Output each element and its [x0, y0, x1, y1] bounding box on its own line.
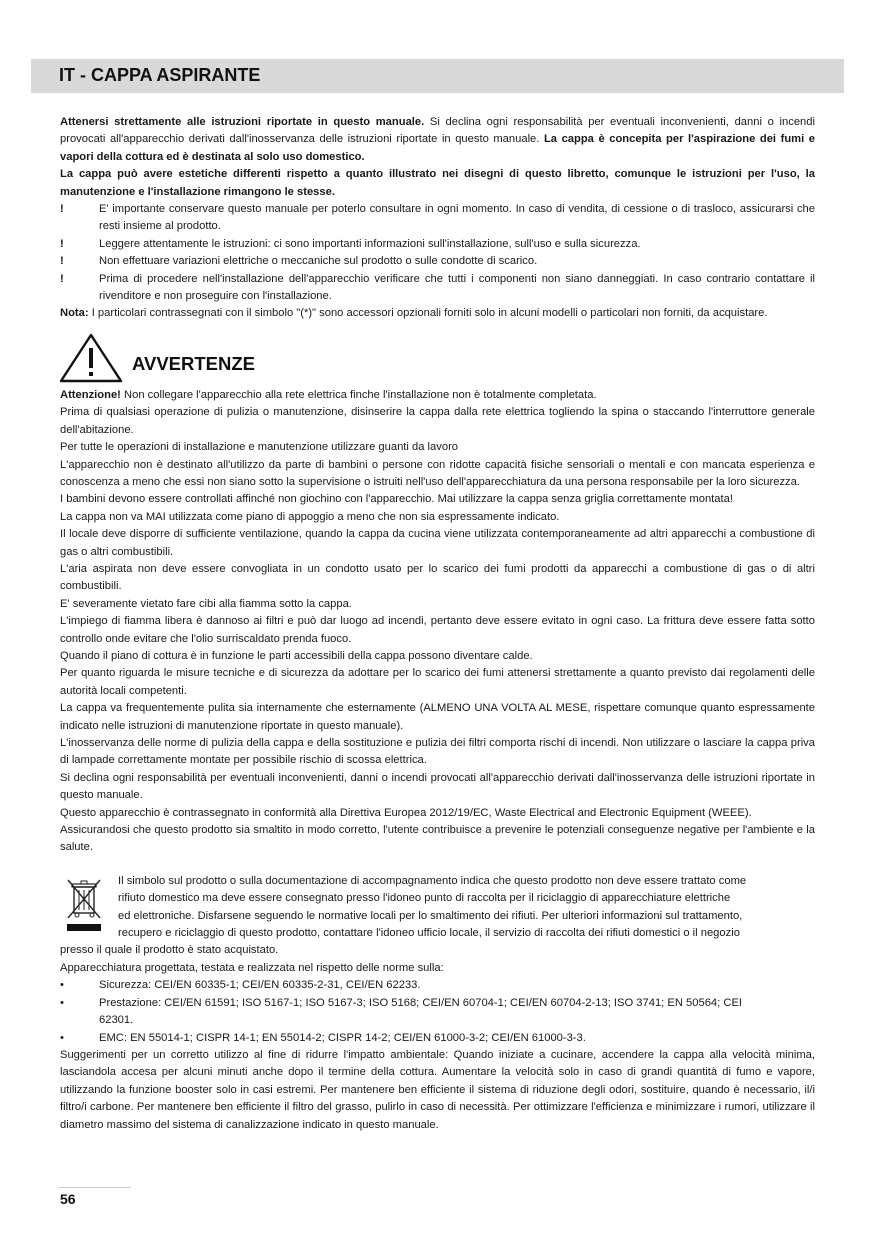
caution-text: Leggere attentamente le istruzioni: ci sono importanti informazioni sull'installazione, sull'uso e sulla sicurezza.	[99, 237, 641, 250]
warnings-header	[60, 325, 815, 387]
standards-item	[60, 977, 815, 994]
warning-paragraph: Per tutte le operazioni di installazione e manutenzione utilizzare guanti da lavoro	[60, 441, 459, 454]
warning-paragraph: L'aria aspirata non deve essere convogliata in un condotto usato per lo scarico dei fumi prodotti da apparecchi a combustione di gas o di altri combustibili.	[60, 562, 815, 593]
standards-text: Sicurezza: CEI/EN 60335-1; CEI/EN 60335-2-31, CEI/EN 62233.	[99, 979, 421, 992]
page-number: 56	[60, 1191, 76, 1207]
caution-text: Non effettuare variazioni elettriche o meccaniche sul prodotto o sulle condotte di scarico.	[99, 255, 538, 268]
weee-text-line: rifiuto domestico ma deve essere consegnato presso l'idoneo punto di raccolta per il riciclaggio di apparecchiature elettriche	[118, 892, 731, 905]
attention-paragraph	[60, 387, 815, 404]
caution-item	[60, 253, 815, 270]
attention-label: Attenzione!	[60, 388, 121, 401]
warning-paragraph: L'inosservanza delle norme di pulizia della cappa e della sostituzione e pulizia dei filtri comporta rischi di incendi. Non utilizzare o lasciare la cappa priva di lampade correttamente montate per possibile rischio di scossa elettrica.	[60, 737, 815, 767]
warning-triangle-icon	[58, 332, 124, 384]
attention-text: Non collegare l'apparecchio alla rete elettrica finche l'installazione non è totalmente completata.	[120, 388, 597, 401]
warning-paragraph: Si declina ogni responsabilità per eventuali inconvenienti, danni o incendi provocati all'apparecchio derivati dall'inosservanza delle istruzioni riportate in questo manuale.	[60, 771, 815, 802]
warning-paragraph: Questo apparecchio è contrassegnato in conformità alla Direttiva Europea 2012/19/EC, Waste Electrical and Electronic Equipment (WEEE).	[60, 806, 752, 819]
footer-rule	[58, 1187, 131, 1188]
section-header-band	[31, 59, 844, 93]
document-body	[60, 114, 815, 1134]
standards-text: EMC: EN 55014-1; CISPR 14-1; EN 55014-2; CISPR 14-2; CEI/EN 61000-3-2; CEI/EN 61000-3-3.	[99, 1031, 586, 1044]
weee-text-line: recupero e riciclaggio di questo prodotto, contattare l'idoneo ufficio locale, il servizio di raccolta dei rifiuti domestici o il negozio	[118, 927, 740, 940]
weee-text-line: Il simbolo sul prodotto o sulla documentazione di accompagnamento indica che questo prodotto non deve essere trattato come	[118, 874, 747, 887]
caution-item	[60, 236, 815, 253]
exclamation-mark: !	[60, 272, 64, 285]
warning-paragraph: Il locale deve disporre di sufficiente ventilazione, quando la cappa da cucina viene utilizzata contemporaneamente ad altri apparecchi a combustione di gas o altri combustibili.	[60, 528, 815, 558]
intro-aesthetic-note: La cappa può avere estetiche differenti rispetto a quanto illustrato nei disegni di questo libretto, comunque le istruzioni per l'uso, la manutenzione e l'installazione rimangono le stesse.	[60, 168, 815, 198]
warning-paragraph: La cappa non va MAI utilizzata come piano di appoggio a meno che non sia espressamente indicato.	[60, 510, 560, 523]
standards-item	[60, 995, 815, 1030]
bullet-dot: •	[60, 1031, 64, 1044]
warning-paragraph: Quando il piano di cottura è in funzione le parti accessibili della cappa possono diventare calde.	[60, 649, 533, 662]
nota-paragraph	[60, 305, 815, 322]
intro-bold-tail: La cappa è concepita per l'aspirazione dei fumi e vapori della cottura ed è destinata al solo uso domestico.	[60, 133, 815, 163]
bullet-dot: •	[60, 979, 64, 992]
warning-paragraph: La cappa va frequentemente pulita sia internamente che esternamente (ALMENO UNA VOLTA AL MESE, rispettare comunque quanto espressamente indicato nelle istruzioni di manutenzione riportate in questo manuale).	[60, 702, 815, 732]
warning-paragraph: Assicurandosi che questo prodotto sia smaltito in modo corretto, l'utente contribuisce a prevenire le potenziali conseguenze negative per l'ambiente e la salute.	[60, 824, 815, 854]
weee-text-tail: presso il quale il prodotto è stato acquistato.	[60, 944, 279, 957]
standards-item	[60, 1030, 815, 1047]
caution-text: E' importante conservare questo manuale per poterlo consultare in ogni momento. In caso di vendita, di cessione o di trasloco, assicurarsi che resti insieme al prodotto.	[99, 203, 815, 233]
caution-item	[60, 271, 815, 306]
intro-paragraph	[60, 114, 815, 166]
exclamation-mark: !	[60, 255, 64, 268]
environmental-suggestion: Suggerimenti per un corretto utilizzo al fine di ridurre l'impatto ambientale: Quando iniziate a cucinare, accendere la cappa alla velocità minima, lasciandola accesa per alcuni minuti anche dopo il termine della cottura. Aumentare la velocità solo in caso di grandi quantità di fumo e vapore, utilizzando la funzione booster solo in casi estremi. Per mantenere ben efficiente il sistema di riduzione degli odori, sostituire, quando è necessario, il/i filtro/i carbone. Per mantenere ben efficiente il filtro del grasso, pulirlo in caso di necessità. Per ottimizzare l'efficienza e minimizzare i rumori, utilizzare il diametro massimo del sistema di canalizzazione indicato in questo manuale.	[60, 1048, 815, 1131]
warning-paragraph: Per quanto riguarda le misure tecniche e di sicurezza da adottare per lo scarico dei fumi attenersi strettamente a quanto previsto dai regolamenti delle autorità locali competenti.	[60, 667, 815, 697]
nota-label: Nota:	[60, 307, 89, 320]
nota-text: I particolari contrassegnati con il simbolo "(*)" sono accessori opzionali forniti solo in alcuni modelli o particolari non forniti, da acquistare.	[88, 307, 768, 320]
intro-text: Si declina ogni responsabilità per eventuali inconvenienti, danni o incendi provocati all'apparecchio derivati dall'inosservanza delle istruzioni riportate in questo manuale.	[60, 116, 815, 146]
exclamation-mark: !	[60, 203, 64, 216]
standards-intro: Apparecchiatura progettata, testata e realizzata nel rispetto delle norme sulla:	[60, 961, 444, 974]
caution-text: Prima di procedere nell'installazione dell'apparecchio verificare che tutti i componenti non siano danneggiati. In caso contrario contattare il rivenditore e non proseguire con l'installazione.	[99, 272, 815, 303]
weee-text-line: ed elettroniche. Disfarsene seguendo le normative locali per lo smaltimento dei rifiuti. Per ulteriori informazioni sul trattamento,	[118, 909, 743, 922]
warning-paragraph: Prima di qualsiasi operazione di pulizia o manutenzione, disinserire la cappa dalla rete elettrica togliendo la spina o staccando l'interruttore generale dell'abitazione.	[60, 406, 815, 436]
intro-bold-lead: Attenersi strettamente alle istruzioni riportate in questo manuale.	[60, 116, 425, 128]
warning-paragraph: L'apparecchio non è destinato all'utilizzo da parte di bambini o persone con ridotte capacità fisiche sensoriali o mentali e con mancata esperienza e conoscenza a meno che essi non siano sotto la supervisione o istruiti nell'uso dell'apparecchiatura da una persona responsabile per la loro sicurezza.	[60, 458, 815, 488]
section-title: IT - CAPPA ASPIRANTE	[59, 65, 261, 85]
weee-section	[60, 873, 815, 960]
crossed-bin-icon	[65, 877, 105, 935]
standards-text: Prestazione: CEI/EN 61591; ISO 5167-1; ISO 5167-3; ISO 5168; CEI/EN 60704-1; CEI/EN 60704-2-13; ISO 3741; EN 50564; CEI 62301.	[99, 996, 743, 1027]
warning-paragraph: L'impiego di fiamma libera è dannoso ai filtri e può dar luogo ad incendi, pertanto deve essere evitato in ogni caso. La frittura deve essere fatta sotto controllo onde evitare che l'olio surriscaldato prenda fuoco.	[60, 615, 815, 645]
warning-paragraph: I bambini devono essere controllati affinché non giochino con l'apparecchio. Mai utilizzare la cappa senza griglia correttamente montata!	[60, 493, 733, 506]
bullet-dot: •	[60, 996, 64, 1009]
caution-item	[60, 201, 815, 236]
warnings-title: AVVERTENZE	[132, 352, 256, 374]
exclamation-mark: !	[60, 237, 64, 250]
warning-paragraph: E' severamente vietato fare cibi alla fiamma sotto la cappa.	[60, 597, 352, 610]
